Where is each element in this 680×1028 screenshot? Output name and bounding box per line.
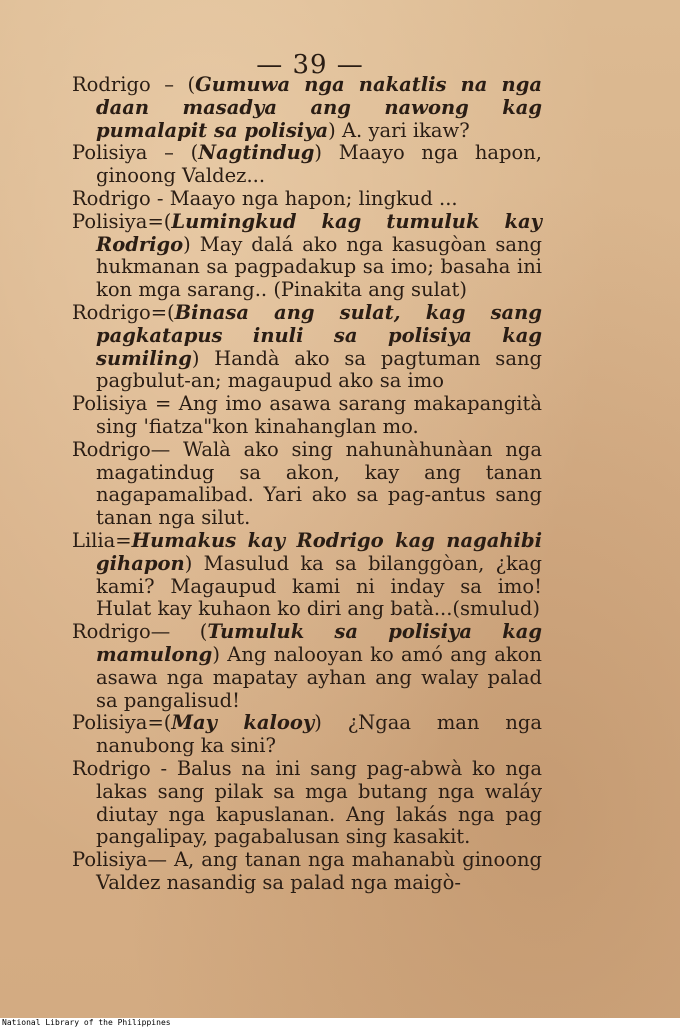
stage-direction: Tumuluk sa polisiya kag mamulong xyxy=(96,620,542,666)
dialogue-line: Lilia=Humakus kay Rodrigo kag nagahibi gihapon) Masulud ka sa bilanggòan, ¿kag kami? Magaupud kami ni inday sa imo! Hulat kay kuhaon ko diri ang batà...(smulud) xyxy=(72,528,542,621)
speaker-name: Polisiya xyxy=(72,209,148,233)
line-text: ) A. yari ikaw? xyxy=(328,118,470,142)
speaker-name: Rodrigo xyxy=(72,756,151,780)
speaker-name: Rodrigo xyxy=(72,73,151,96)
line-text: A, ang tanan nga mahanabù ginoong Valdez nasandig sa palad nga maigò- xyxy=(96,848,543,894)
stage-direction: Lumingkud kag tumuluk kay Rodrigo xyxy=(96,209,542,256)
line-text: ) ¿Ngaa man nga nanubong ka sini? xyxy=(96,711,542,758)
line-text: Ang imo asawa sarang makapangità sing 'fiatza"kon kinahanglan mo. xyxy=(96,392,542,438)
speaker-name: Rodrigo xyxy=(72,300,151,324)
dialogue-line: Polisiya = Ang imo asawa sarang makapangità sing 'fiatza"kon kinahanglan mo. xyxy=(72,392,542,438)
line-text: ) Ang nalooyan ko amó ang akon asawa nga mapatay ayhan ang walay palad sa pangalisud! xyxy=(96,642,542,712)
line-text: Walà ako sing nahunàhunàan nga magatindug sa akon, kay ang tanan nagapamalibad. Yari ako sa pag-antus sang tanan nga silut. xyxy=(96,437,542,530)
dialogue-line: Rodrigo=(Binasa ang sulat, kag sang pagkatapus inuli sa polisiya kag sumiling) Handà ako sa pagtuman sang pagbulut-an; magaupud ako sa imo xyxy=(72,300,542,393)
page-number: — 39 — xyxy=(256,50,364,80)
dialogue-line: Rodrigo - Maayo nga hapon; lingkud ... xyxy=(72,186,458,210)
stage-direction: Gumuwa nga nakatlis na nga daan masadya ang nawong kag pumalapit sa polisiya xyxy=(96,73,542,142)
line-text: Maayo nga hapon; lingkud ... xyxy=(169,186,458,210)
line-text: ) May dalá ako nga kasugòan sang hukmanan sa pagpadakup sa imo; basaha ini kon mga sarang.. (Pinakita ang sulat) xyxy=(96,232,542,302)
speaker-name: Rodrigo xyxy=(72,186,151,210)
speaker-name: Polisiya xyxy=(72,848,148,872)
speaker-name: Lilia xyxy=(72,528,116,552)
line-text: ) Maayo nga hapon, ginoong Valdez... xyxy=(96,141,542,188)
line-text: ) Handà ako sa pagtuman sang pagbulut-an; magaupud ako sa imo xyxy=(96,346,542,393)
dialogue-line: Rodrigo— (Tumuluk sa polisiya kag mamulong) Ang nalooyan ko amó ang akon asawa nga mapatay ayhan ang walay palad sa pangalisud! xyxy=(72,620,542,712)
line-text: ) Masulud ka sa bilanggòan, ¿kag kami? Magaupud kami ni inday sa imo! Hulat kay kuhaon ko diri ang batà...(smulud) xyxy=(96,551,542,621)
dialogue-line: Rodrigo - Balus na ini sang pag-abwà ko nga lakas sang pilak sa mga butang nga waláy diutay nga kapuslanan. Ang lakás nga pag pangalipay, pagabalusan sing kasakit. xyxy=(72,756,542,849)
dialogue-text xyxy=(72,74,542,895)
speaker-name: Rodrigo xyxy=(72,620,151,644)
dialogue-line: Rodrigo – (Gumuwa nga nakatlis na nga daan masadya ang nawong kag pumalapit sa polisiya) A. yari ikaw? xyxy=(72,73,542,142)
speaker-name: Polisiya xyxy=(72,711,148,735)
library-watermark: National Library of the Philippines xyxy=(0,1018,680,1028)
stage-direction: Nagtindug xyxy=(198,141,315,165)
speaker-name: Polisiya xyxy=(72,392,148,416)
dialogue-line: Polisiya=(May kalooy) ¿Ngaa man nga nanubong ka sini? xyxy=(72,711,542,758)
dialogue-line: Polisiya=(Lumingkud kag tumuluk kay Rodrigo) May dalá ako nga kasugòan sang hukmanan sa pagpadakup sa imo; basaha ini kon mga sarang.. (Pinakita ang sulat) xyxy=(72,209,542,302)
stage-direction: Binasa ang sulat, kag sang pagkatapus inuli sa polisiya kag sumiling xyxy=(96,300,542,370)
speaker-name: Rodrigo xyxy=(72,437,151,461)
dialogue-line: Polisiya— A, ang tanan nga mahanabù ginoong Valdez nasandig sa palad nga maigò- xyxy=(72,848,543,894)
line-text: Balus na ini sang pag-abwà ko nga lakas sang pilak sa mga butang nga waláy diutay nga kapuslanan. Ang lakás nga pag pangalipay, pagabalusan sing kasakit. xyxy=(96,756,542,849)
stage-direction: May kalooy xyxy=(171,711,315,735)
stage-direction: Humakus kay Rodrigo kag nagahibi gihapon xyxy=(96,528,542,575)
speaker-name: Polisiya xyxy=(72,141,148,165)
dialogue-line: Rodrigo— Walà ako sing nahunàhunàan nga magatindug sa akon, kay ang tanan nagapamalibad. Yari ako sa pag-antus sang tanan nga silut. xyxy=(72,437,542,530)
dialogue-line: Polisiya – (Nagtindug) Maayo nga hapon, ginoong Valdez... xyxy=(72,141,542,188)
